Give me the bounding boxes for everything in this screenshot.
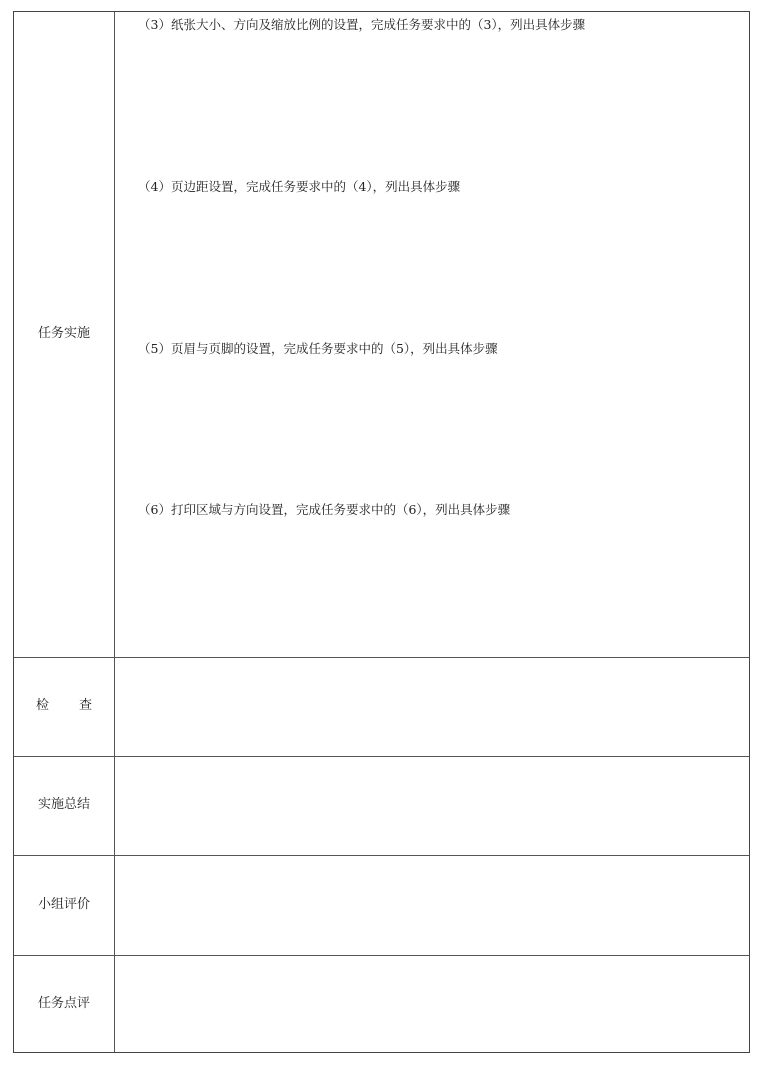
row-label-implementation: 任务实施 — [37, 326, 90, 341]
check-label-right: 查 — [79, 698, 93, 713]
step-4-text: （4）页边距设置，完成任务要求中的（4），列出具体步骤 — [138, 179, 461, 194]
row-label-summary: 实施总结 — [37, 797, 90, 812]
step-3-text: （3）纸张大小、方向及缩放比例的设置，完成任务要求中的（3），列出具体步骤 — [138, 17, 586, 32]
row-divider — [14, 855, 749, 856]
column-divider — [114, 12, 115, 1052]
row-label-group-review: 小组评价 — [37, 897, 90, 912]
row-divider — [14, 955, 749, 956]
check-label-left: 检 — [35, 698, 49, 713]
row-divider — [14, 756, 749, 757]
step-6-text: （6）打印区域与方向设置，完成任务要求中的（6），列出具体步骤 — [138, 502, 511, 517]
row-label-task-review: 任务点评 — [37, 996, 90, 1011]
step-5-text: （5）页眉与页脚的设置，完成任务要求中的（5），列出具体步骤 — [138, 341, 498, 356]
row-label-check — [14, 698, 114, 714]
task-form-table — [13, 11, 750, 1053]
row-divider — [14, 657, 749, 658]
